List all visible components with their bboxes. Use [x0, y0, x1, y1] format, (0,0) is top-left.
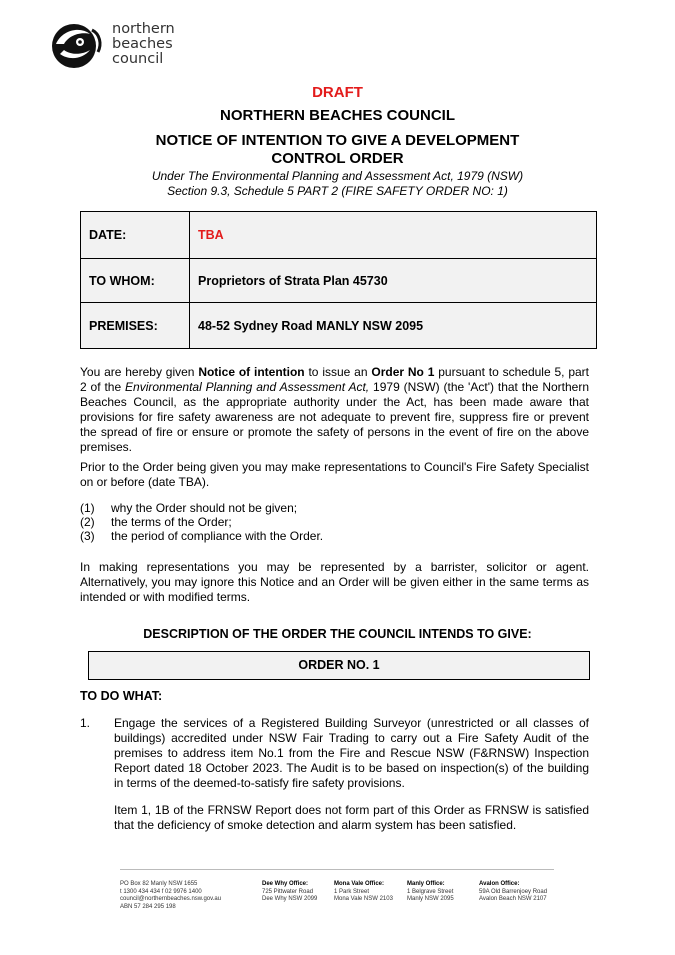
- list-item-number: (2): [80, 515, 95, 529]
- logo-line-2: beaches: [112, 36, 173, 52]
- legislation-subtitle: [0, 169, 675, 199]
- notice-details-table: [80, 211, 597, 349]
- list-item: [80, 501, 589, 515]
- list-item: [80, 515, 589, 529]
- intro-text-a: You are hereby given: [80, 365, 199, 379]
- footer-office-title: Manly Office:: [407, 881, 445, 887]
- footer-mona-vale-office: [334, 881, 393, 904]
- to-do-heading: TO DO WHAT:: [80, 689, 163, 703]
- council-name: NORTHERN BEACHES COUNCIL: [219, 107, 455, 124]
- premises-row: [81, 303, 597, 349]
- order-item-number: 1.: [80, 716, 91, 730]
- list-item-text: why the Order should not be given;: [111, 501, 298, 515]
- logo-line-1: northern: [112, 21, 175, 37]
- date-label: DATE:: [81, 212, 190, 259]
- intro-text-c: to issue an: [304, 365, 372, 379]
- to-whom-value: Proprietors of Strata Plan 45730: [190, 259, 597, 303]
- footer-dee-why-office: [262, 881, 317, 904]
- footer-divider: [120, 869, 554, 870]
- footer-office-line: 725 Pittwater Road: [262, 888, 314, 895]
- footer-abn: ABN 57 284 295 198: [120, 903, 176, 910]
- legislation-line-2: Section 9.3, Schedule 5 PART 2 (FIRE SAFETY ORDER NO: 1): [167, 184, 508, 198]
- draft-label: DRAFT: [312, 84, 363, 101]
- footer-office-line: 1 Belgrave Street: [407, 888, 454, 895]
- order-item-note: Item 1, 1B of the FRNSW Report does not form part of this Order as FRNSW is satisfied that the deficiency of smoke detection and alarm system has been satisfied.: [114, 803, 589, 832]
- footer-office-line: 1 Park Street: [334, 888, 370, 895]
- council-logo-icon: [46, 20, 106, 72]
- footer-office-title: Mona Vale Office:: [334, 881, 385, 887]
- order-description-heading: DESCRIPTION OF THE ORDER THE COUNCIL INTENDS TO GIVE:: [143, 627, 532, 641]
- premises-label: PREMISES:: [81, 303, 190, 349]
- footer-office-line: Avalon Beach NSW 2107: [479, 896, 547, 902]
- to-whom-label: TO WHOM:: [81, 259, 190, 303]
- notice-title: [0, 132, 675, 168]
- footer-office-title: Avalon Office:: [479, 881, 520, 887]
- footer-email: council@northernbeaches.nsw.gov.au: [120, 896, 222, 902]
- date-row: [81, 212, 597, 259]
- order-item-text: Engage the services of a Registered Building Surveyor (unrestricted or all classes of buildings) accredited under NSW Fair Trading to carry out a Fire Safety Audit of the premises to address item No.1 from the Fire and Rescue NSW (F&RNSW) Inspection Report dated 18 October 2023. The Audit is to be based on inspection(s) of the building in terms of the deemed-to-satisfy fire safety provisions.: [114, 716, 589, 790]
- footer-contact: [120, 881, 221, 911]
- date-value: TBA: [190, 212, 597, 259]
- footer-office-title: Dee Why Office:: [262, 881, 309, 887]
- footer-manly-office: [407, 881, 454, 904]
- list-item-number: (3): [80, 529, 95, 543]
- to-whom-row: [81, 259, 597, 303]
- legislation-line-1: Under The Environmental Planning and Assessment Act, 1979 (NSW): [151, 169, 524, 183]
- intro-text-e: pursuant to schedule 5, part 2 of the: [80, 365, 589, 394]
- intro-act-italic: Environmental Planning and Assessment Act,: [125, 380, 370, 394]
- representations-paragraph: Prior to the Order being given you may make representations to Council's Fire Safety Specialist on or before (date TBA).: [80, 460, 589, 489]
- logo-line-3: council: [112, 51, 164, 67]
- footer-po-box: PO Box 82 Manly NSW 1655: [120, 881, 198, 887]
- footer-office-line: Dee Why NSW 2099: [262, 896, 318, 902]
- premises-value: 48-52 Sydney Road MANLY NSW 2095: [190, 303, 597, 349]
- council-logo-text: [112, 22, 175, 67]
- notice-title-line-1: NOTICE OF INTENTION TO GIVE A DEVELOPMENT: [155, 132, 520, 149]
- footer-office-line: Mona Vale NSW 2103: [334, 896, 393, 902]
- list-item-text: the terms of the Order;: [111, 515, 232, 529]
- representations-list: [80, 501, 589, 543]
- list-item: [80, 529, 589, 543]
- footer-avalon-office: [479, 881, 547, 904]
- intro-text-g: 1979 (NSW) (the 'Act') that the Northern Beaches Council, as the appropriate authority under the Act, has been made aware that provisions for fire safety awareness are not adequate to prevent fire, suppress fire or prevent the spread of fire or ensure or promote the safety of persons in the event of fire on the above premises.: [80, 380, 590, 454]
- intro-paragraph: [80, 365, 589, 455]
- list-item-text: the period of compliance with the Order.: [111, 529, 324, 543]
- order-number-box: ORDER NO. 1: [88, 651, 590, 680]
- list-item-number: (1): [80, 501, 95, 515]
- notice-title-line-2: CONTROL ORDER: [271, 150, 404, 167]
- footer-office-line: 59A Old Barrenjoey Road: [479, 888, 548, 895]
- footer-phone: t 1300 434 434 f 02 9976 1400: [120, 888, 202, 895]
- alternative-paragraph: In making representations you may be represented by a barrister, solicitor or agent. Alternatively, you may ignore this Notice and an Order will be given either in the same terms as intended or with modified terms.: [80, 560, 589, 604]
- intro-notice-bold: Notice of intention: [198, 365, 305, 379]
- intro-order-bold: Order No 1: [371, 365, 435, 379]
- footer-office-line: Manly NSW 2095: [407, 896, 454, 902]
